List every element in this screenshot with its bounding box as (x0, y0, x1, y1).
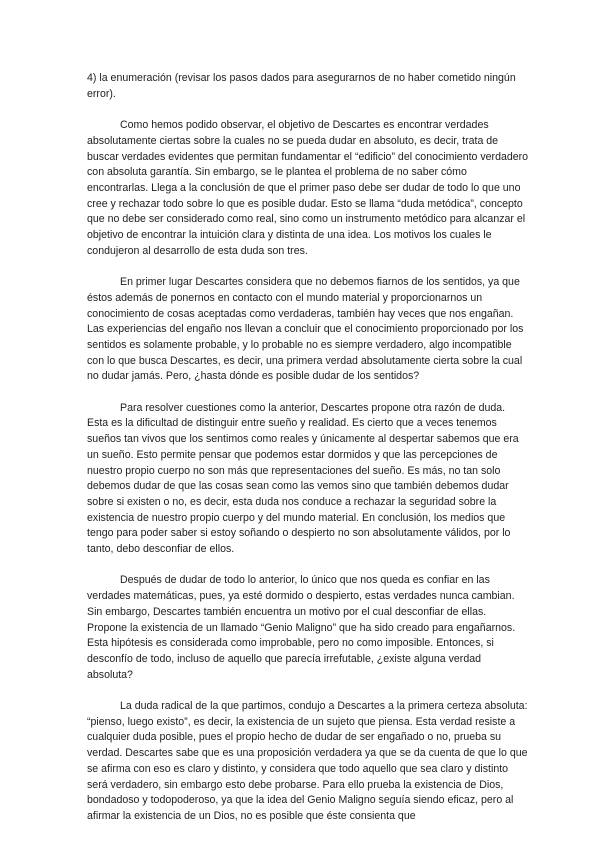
paragraph-cogito: La duda radical de la que partimos, condujo a Descartes a la primera certeza absoluta: “pienso, luego existo”, es decir, la existencia de un sujeto que piensa. Esta verdad resiste a cualquier duda posible, pues el propio hecho de dudar de ser engañado o no, prueba su verdad. Descartes sabe que es una proposición verdadera ya que se da cuenta de que lo que se afirma con eso es claro y distinto, y considera que todo aquello que sea claro y distinto será verdadero, sin embargo esto debe probarse. Para ello prueba la existencia de Dios, bondadoso y todopoderoso, ya que la idea del Genio Maligno seguía siendo eficaz, pero al afirmar la existencia de un Dios, no es posible que éste consienta que (87, 700, 528, 822)
paragraph-enumeration: 4) la enumeración (revisar los pasos dados para asegurarnos de no haber cometido ningún error). (87, 72, 516, 100)
paragraph-methodic-doubt: Como hemos podido observar, el objetivo de Descartes es encontrar verdades absolutamente ciertas sobre la cuales no se pueda dudar en absoluto, es decir, trata de buscar verdades evidentes que permitan fundamentar el “edificio” del conocimiento verdadero con absoluta garantía. Sin embargo, se le plantea el problema de no saber cómo encontrarlas. Llega a la conclusión de que el primer paso debe ser dudar de todo lo que uno cree y rechazar todo sobre lo que es posible dudar. Esto se llama “duda metódica”, concepto que no debe ser considerado como real, sino como un instrumento metódico para alcanzar el objetivo de encontrar la intuición clara y distinta de una idea. Los motivos los cuales le condujeron al desarrollo de esta duda son tres. (87, 119, 529, 257)
paragraph-evil-genius: Después de dudar de todo lo anterior, lo único que nos queda es confiar en las verdades matemáticas, pues, ya esté dormido o despierto, estas verdades nunca cambian. Sin embargo, Descartes también encuentra un motivo por el cual desconfiar de ellas. Propone la existencia de un llamado “Genio Maligno” que ha sido creado para engañarnos. Esta hipótesis es considerada como improbable, pero no como imposible. Entonces, si desconfío de todo, incluso de aquello que parecía irrefutable, ¿existe alguna verdad absoluta? (87, 574, 516, 681)
document-body (87, 71, 529, 840)
paragraph-senses: En primer lugar Descartes considera que no debemos fiarnos de los sentidos, ya que éstos además de ponernos en contacto con el mundo material y proporcionarnos un conocimiento de cosas aceptadas como verdaderas, también hay veces que nos engañan. Las experiencias del engaño nos llevan a concluir que el conocimiento proporcionado por los sentidos es solamente probable, y lo probable no es siempre verdadero, algo incompatible con lo que busca Descartes, es decir, una primera verdad absolutamente cierta sobre la cual no dudar jamás. Pero, ¿hasta dónde es posible dudar de los sentidos? (87, 276, 524, 383)
paragraph-dream-reality: Para resolver cuestiones como la anterior, Descartes propone otra razón de duda. Esta es la dificultad de distinguir entre sueño y realidad. Es cierto que a veces tenemos sueños tan vivos que los sentimos como reales y únicamente al despertar sabemos que era un sueño. Esto permite pensar que podemos estar dormidos y que las percepciones de nuestro propio cuerpo no son más que representaciones del sueño. Es más, no tan solo debemos dudar de que las cosas sean como las vemos sino que también debemos dudar sobre si existen o no, es decir, esta duda nos conduce a rechazar la seguridad sobre la existencia de nuestro propio cuerpo y del mundo material. En conclusión, los medios que tengo para poder saber si estoy soñando o despierto no son absolutamente válidos, por lo tanto, debo desconfiar de ellos. (87, 401, 519, 556)
